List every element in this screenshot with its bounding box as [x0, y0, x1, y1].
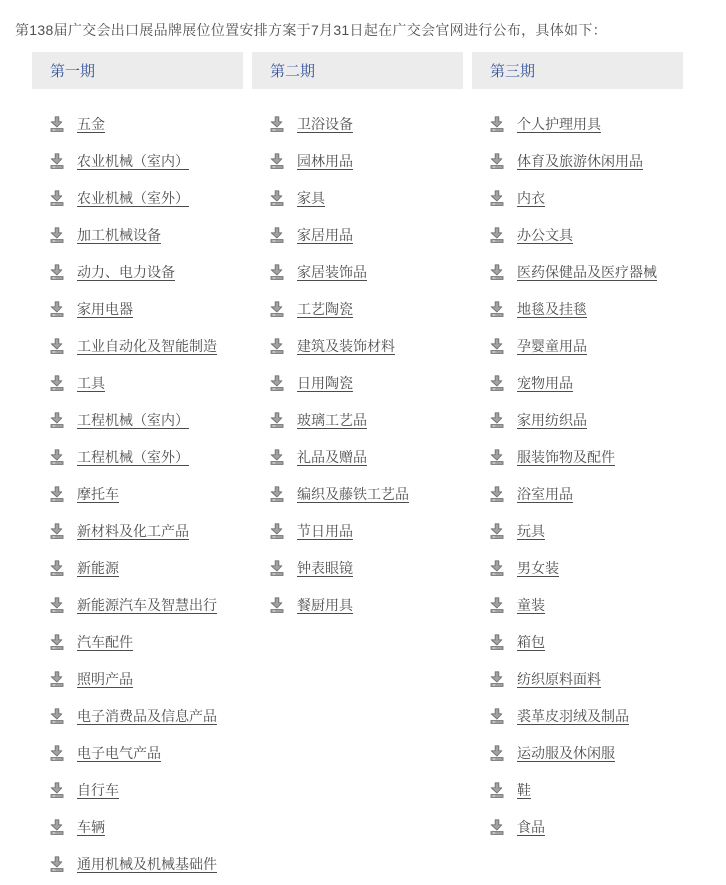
category-link[interactable]: 电子电气产品 [77, 744, 161, 761]
download-icon[interactable] [270, 338, 284, 354]
download-icon[interactable] [50, 671, 64, 687]
category-link[interactable]: 工业自动化及智能制造 [77, 337, 217, 354]
category-link[interactable]: 童装 [517, 596, 545, 613]
download-icon[interactable] [270, 560, 284, 576]
download-icon[interactable] [50, 449, 64, 465]
download-icon[interactable] [270, 412, 284, 428]
category-link[interactable]: 自行车 [77, 781, 119, 798]
category-item [472, 216, 683, 253]
category-link[interactable]: 鞋 [517, 781, 531, 798]
download-icon[interactable] [50, 412, 64, 428]
category-item [32, 808, 243, 845]
category-item [252, 586, 463, 623]
category-item [472, 438, 683, 475]
category-link[interactable]: 农业机械（室外） [77, 189, 189, 206]
category-link[interactable]: 浴室用品 [517, 485, 573, 502]
category-item [472, 771, 683, 808]
download-icon[interactable] [490, 597, 504, 613]
category-link[interactable]: 男女装 [517, 559, 559, 576]
category-item [472, 734, 683, 771]
download-icon[interactable] [270, 227, 284, 243]
category-item [32, 401, 243, 438]
category-item [472, 808, 683, 845]
download-icon[interactable] [490, 745, 504, 761]
category-link[interactable]: 纺织原料面料 [517, 670, 601, 687]
download-icon[interactable] [270, 449, 284, 465]
phase-columns [32, 52, 683, 882]
category-link[interactable]: 节日用品 [297, 522, 353, 539]
category-item [472, 697, 683, 734]
category-link[interactable]: 服装饰物及配件 [517, 448, 615, 465]
category-item [32, 512, 243, 549]
category-link[interactable]: 动力、电力设备 [77, 263, 175, 280]
category-item [32, 290, 243, 327]
category-item [32, 586, 243, 623]
download-icon[interactable] [50, 856, 64, 872]
download-icon[interactable] [50, 523, 64, 539]
category-item [252, 512, 463, 549]
download-icon[interactable] [490, 190, 504, 206]
download-icon[interactable] [50, 227, 64, 243]
category-item [252, 401, 463, 438]
phase-header-3 [472, 52, 683, 89]
category-item [472, 179, 683, 216]
category-item [252, 549, 463, 586]
category-link[interactable]: 五金 [77, 115, 105, 132]
category-link[interactable]: 工程机械（室内） [77, 411, 189, 428]
category-link[interactable]: 农业机械（室内） [77, 152, 189, 169]
phase-header-1 [32, 52, 243, 89]
download-icon[interactable] [490, 153, 504, 169]
category-item [32, 475, 243, 512]
download-icon[interactable] [270, 190, 284, 206]
category-item [32, 734, 243, 771]
phase-column-3 [472, 52, 683, 882]
download-icon[interactable] [50, 708, 64, 724]
download-icon[interactable] [50, 116, 64, 132]
download-icon[interactable] [50, 190, 64, 206]
category-link[interactable]: 钟表眼镜 [297, 559, 353, 576]
download-icon[interactable] [50, 819, 64, 835]
download-icon[interactable] [490, 264, 504, 280]
category-link[interactable]: 日用陶瓷 [297, 374, 353, 391]
download-icon[interactable] [270, 375, 284, 391]
category-link[interactable]: 新能源汽车及智慧出行 [77, 596, 217, 613]
category-item [252, 475, 463, 512]
category-link[interactable]: 孕婴童用品 [517, 337, 587, 354]
download-icon[interactable] [270, 486, 284, 502]
download-icon[interactable] [270, 264, 284, 280]
category-link[interactable]: 电子消费品及信息产品 [77, 707, 217, 724]
download-icon[interactable] [490, 412, 504, 428]
category-link[interactable]: 通用机械及机械基础件 [77, 855, 217, 872]
download-icon[interactable] [490, 338, 504, 354]
category-item [32, 105, 243, 142]
category-link[interactable]: 宠物用品 [517, 374, 573, 391]
category-link[interactable]: 新能源 [77, 559, 119, 576]
category-item [472, 475, 683, 512]
category-link[interactable]: 办公文具 [517, 226, 573, 243]
category-link[interactable]: 裘革皮羽绒及制品 [517, 707, 629, 724]
category-item [32, 364, 243, 401]
category-link[interactable]: 车辆 [77, 818, 105, 835]
category-link[interactable]: 体育及旅游休闲用品 [517, 152, 643, 169]
category-link[interactable]: 家居装饰品 [297, 263, 367, 280]
phase-column-1 [32, 52, 243, 882]
download-icon[interactable] [50, 745, 64, 761]
category-item [32, 327, 243, 364]
download-icon[interactable] [490, 116, 504, 132]
category-item [32, 623, 243, 660]
category-link[interactable]: 摩托车 [77, 485, 119, 502]
download-icon[interactable] [50, 560, 64, 576]
category-link[interactable]: 编织及藤铁工艺品 [297, 485, 409, 502]
category-item [252, 364, 463, 401]
category-link[interactable]: 箱包 [517, 633, 545, 650]
download-icon[interactable] [270, 301, 284, 317]
category-link[interactable]: 汽车配件 [77, 633, 133, 650]
category-link[interactable]: 医药保健品及医疗器械 [517, 263, 657, 280]
category-link[interactable]: 内衣 [517, 189, 545, 206]
category-item [252, 105, 463, 142]
category-link[interactable]: 家用纺织品 [517, 411, 587, 428]
category-item [32, 660, 243, 697]
category-item [32, 771, 243, 808]
category-link[interactable]: 餐厨用具 [297, 596, 353, 613]
download-icon[interactable] [490, 560, 504, 576]
category-item [252, 327, 463, 364]
category-link[interactable]: 建筑及装饰材料 [297, 337, 395, 354]
category-link[interactable]: 卫浴设备 [297, 115, 353, 132]
category-link[interactable]: 个人护理用具 [517, 115, 601, 132]
category-link[interactable]: 食品 [517, 818, 545, 835]
phase-label: 第三期 [490, 63, 536, 80]
category-link[interactable]: 礼品及赠品 [297, 448, 367, 465]
category-item [32, 216, 243, 253]
download-icon[interactable] [490, 375, 504, 391]
download-icon[interactable] [490, 227, 504, 243]
category-item [472, 290, 683, 327]
category-link[interactable]: 玻璃工艺品 [297, 411, 367, 428]
category-link[interactable]: 地毯及挂毯 [517, 300, 587, 317]
phase-header-2 [252, 52, 463, 89]
category-item [472, 401, 683, 438]
category-link[interactable]: 家用电器 [77, 300, 133, 317]
category-item [32, 549, 243, 586]
category-item [252, 142, 463, 179]
category-item [472, 512, 683, 549]
category-link[interactable]: 工具 [77, 374, 105, 391]
download-icon[interactable] [50, 597, 64, 613]
download-icon[interactable] [490, 486, 504, 502]
phase-label: 第二期 [270, 63, 316, 80]
category-item [472, 142, 683, 179]
category-link[interactable]: 玩具 [517, 522, 545, 539]
category-item [32, 438, 243, 475]
download-icon[interactable] [270, 523, 284, 539]
download-icon[interactable] [490, 301, 504, 317]
download-icon[interactable] [50, 301, 64, 317]
category-item [252, 253, 463, 290]
download-icon[interactable] [490, 782, 504, 798]
download-icon[interactable] [50, 264, 64, 280]
download-icon[interactable] [50, 782, 64, 798]
download-icon[interactable] [490, 671, 504, 687]
download-icon[interactable] [270, 597, 284, 613]
download-icon[interactable] [270, 116, 284, 132]
download-icon[interactable] [490, 708, 504, 724]
download-icon[interactable] [490, 819, 504, 835]
category-link[interactable]: 园林用品 [297, 152, 353, 169]
category-item [252, 290, 463, 327]
download-icon[interactable] [490, 449, 504, 465]
category-link[interactable]: 照明产品 [77, 670, 133, 687]
category-list-phase-3 [472, 105, 683, 845]
category-link[interactable]: 家居用品 [297, 226, 353, 243]
category-item [32, 179, 243, 216]
download-icon[interactable] [50, 338, 64, 354]
category-item [472, 105, 683, 142]
category-link[interactable]: 工程机械（室外） [77, 448, 189, 465]
category-item [252, 179, 463, 216]
download-icon[interactable] [490, 523, 504, 539]
category-item [472, 364, 683, 401]
category-link[interactable]: 家具 [297, 189, 325, 206]
category-link[interactable]: 工艺陶瓷 [297, 300, 353, 317]
category-link[interactable]: 加工机械设备 [77, 226, 161, 243]
download-icon[interactable] [270, 153, 284, 169]
category-item [472, 660, 683, 697]
category-item [472, 623, 683, 660]
download-icon[interactable] [50, 486, 64, 502]
category-item [32, 697, 243, 734]
category-list-phase-1 [32, 105, 243, 882]
category-item [472, 253, 683, 290]
download-icon[interactable] [490, 634, 504, 650]
phase-column-2 [252, 52, 463, 882]
category-item [472, 586, 683, 623]
phase-label: 第一期 [50, 63, 96, 80]
category-item [32, 142, 243, 179]
category-item [252, 438, 463, 475]
category-list-phase-2 [252, 105, 463, 623]
category-item [252, 216, 463, 253]
download-icon[interactable] [50, 634, 64, 650]
download-icon[interactable] [50, 375, 64, 391]
category-link[interactable]: 新材料及化工产品 [77, 522, 189, 539]
category-item [32, 845, 243, 882]
category-item [472, 549, 683, 586]
category-link[interactable]: 运动服及休闲服 [517, 744, 615, 761]
download-icon[interactable] [50, 153, 64, 169]
intro-text: 第138届广交会出口展品牌展位位置安排方案于7月31日起在广交会官网进行公布，具体如下： [15, 22, 607, 38]
category-item [32, 253, 243, 290]
category-item [472, 327, 683, 364]
